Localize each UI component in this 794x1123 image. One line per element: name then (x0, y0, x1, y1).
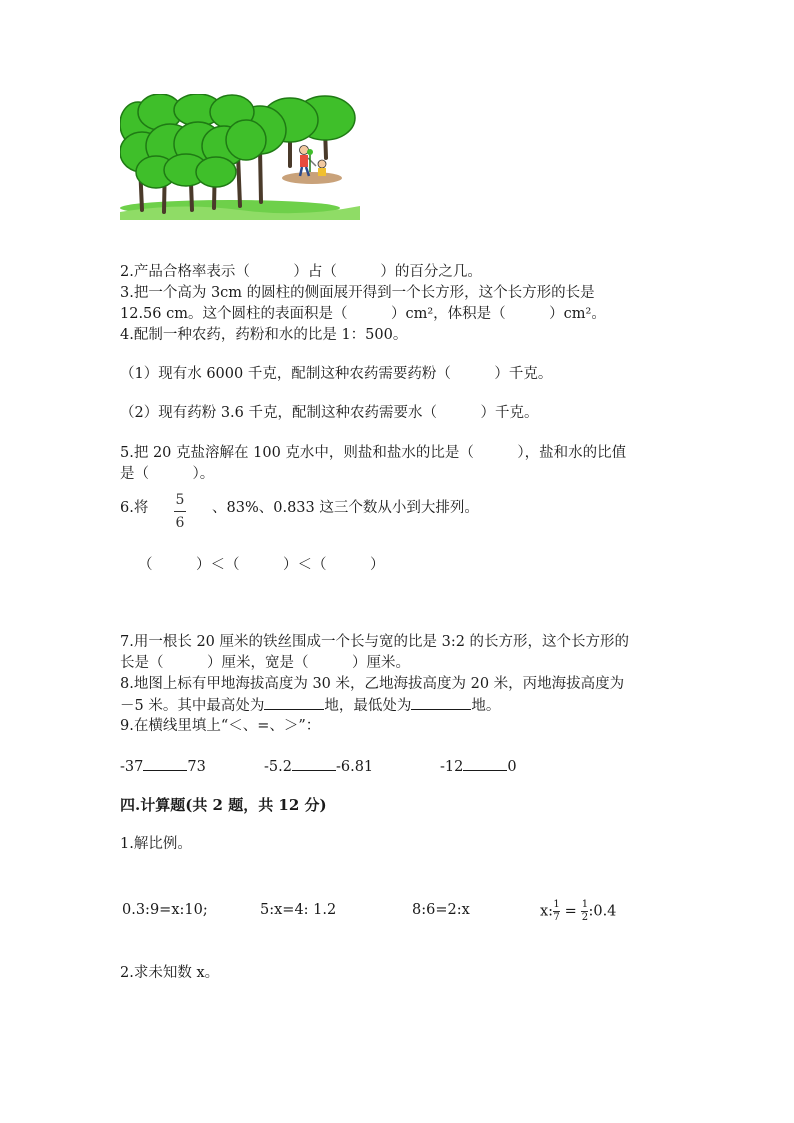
fraction-denominator: 2 (581, 912, 589, 923)
compare-row-3 (440, 756, 517, 777)
proportion-2: 5:x=4: 1.2 (260, 902, 337, 918)
fraction-denominator: 7 (553, 912, 560, 923)
fraction-numerator: 5 (175, 492, 185, 508)
question-5-line-2: 是（ ）。 (120, 466, 215, 482)
question-3-line-2: 12.56 cm。这个圆柱的表面积是（ ）cm²，体积是（ ）cm²。 (120, 306, 606, 322)
compare-3-right: 0 (507, 759, 517, 775)
compare-row-2 (264, 756, 373, 777)
proportion-4-eq: = (560, 903, 582, 920)
question-3-line-1: 3.把一个高为 3cm 的圆柱的侧面展开得到一个长方形，这个长方形的长是 (120, 285, 595, 301)
q8-part-a: －5 米。其中最高处为 (120, 698, 265, 714)
fraction-five-sixths (174, 492, 186, 531)
q8-part-b: 地，最低处为 (324, 698, 412, 714)
question-5-line-1: 5.把 20 克盐溶解在 100 克水中，则盐和盐水的比是（ ），盐和水的比值 (120, 445, 627, 461)
compare-1-left: -37 (120, 759, 144, 775)
question-4: 4.配制一种农药，药粉和水的比是 1：500。 (120, 327, 408, 343)
calc-question-1: 1.解比例。 (120, 836, 192, 852)
question-6-prefix: 6.将 (120, 500, 149, 516)
compare-1-blank (143, 756, 187, 771)
question-8-line-1: 8.地图上标有甲地海拔高度为 30 米，乙地海拔高度为 20 米，丙地海拔高度为 (120, 676, 625, 692)
question-9: 9.在横线里填上“＜、=、＞”： (120, 718, 321, 734)
proportion-4-post: :0.4 (588, 903, 617, 920)
question-8-line-2 (120, 695, 500, 716)
proportion-4 (540, 900, 616, 923)
question-4-sub-1: （1）现有水 6000 千克，配制这种农药需要药粉（ ）千克。 (120, 366, 553, 382)
compare-2-left: -5.2 (264, 759, 292, 775)
proportion-3: 8:6=2:x (412, 902, 470, 918)
compare-1-right: 73 (187, 759, 206, 775)
question-4-sub-2: （2）现有药粉 3.6 千克，配制这种农药需要水（ ）千克。 (120, 405, 539, 421)
compare-3-blank (463, 756, 507, 771)
section-heading: 四.计算题(共 2 题，共 12 分) (120, 796, 327, 814)
lowest-place-blank (411, 695, 471, 710)
compare-2-blank (292, 756, 336, 771)
proportion-1: 0.3:9=x:10; (122, 902, 208, 918)
question-7-line-2: 长是（ ）厘米，宽是（ ）厘米。 (120, 655, 410, 671)
proportion-4-pre: x: (540, 903, 554, 920)
question-6-answer: （ ）＜（ ）＜（ ） (138, 557, 385, 573)
question-2: 2.产品合格率表示（ ）占（ ）的百分之几。 (120, 264, 482, 280)
question-6-suffix: 、83%、0.833 这三个数从小到大排列。 (212, 500, 479, 516)
highest-place-blank (264, 695, 324, 710)
compare-2-right: -6.81 (335, 759, 374, 775)
q8-part-c: 地。 (471, 698, 501, 714)
compare-3-left: -12 (440, 759, 464, 775)
compare-row (120, 756, 206, 777)
calc-question-2: 2.求未知数 x。 (120, 965, 220, 981)
fraction-numerator: 1 (581, 899, 589, 910)
tree-planting-illustration (120, 94, 360, 220)
question-7-line-1: 7.用一根长 20 厘米的铁丝围成一个长与宽的比是 3:2 的长方形，这个长方形的 (120, 634, 630, 650)
fraction-numerator: 1 (553, 899, 560, 910)
fraction-denominator: 6 (175, 515, 185, 531)
